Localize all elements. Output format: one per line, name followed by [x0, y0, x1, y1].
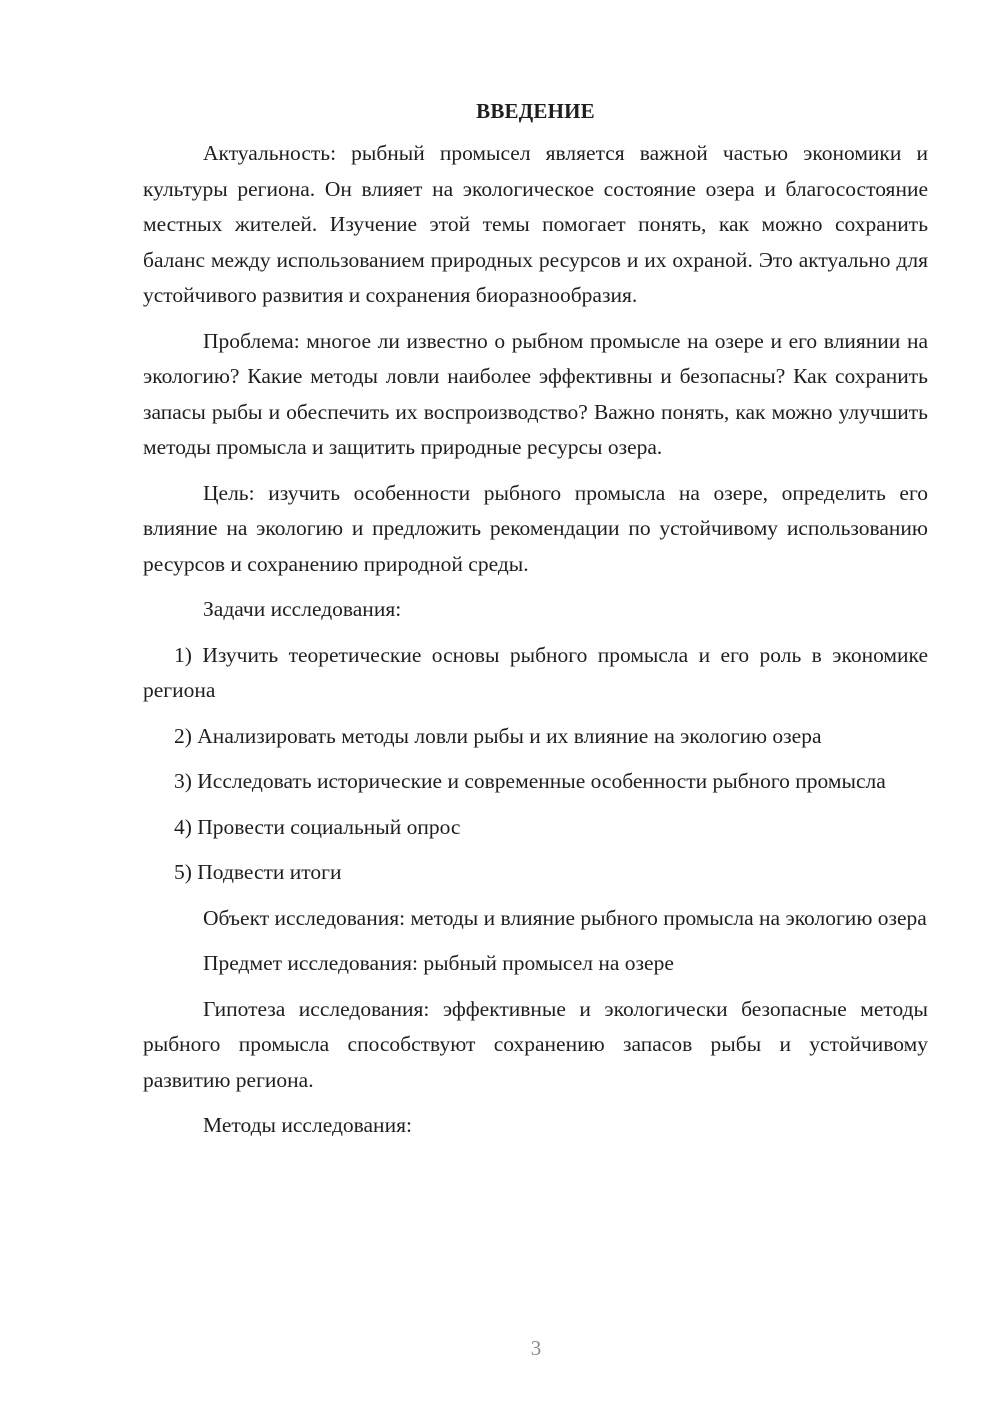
tasks-list [143, 638, 928, 891]
paragraph-tasks-heading: Задачи исследования: [203, 597, 402, 621]
paragraph-problem: Проблема: многое ли известно о рыбном промысле на озере и его влиянии на экологию? Какие методы ловли наиболее эффективны и безопасны? Как сохранить запасы рыбы и обеспечить их воспроизводство? Важно понять, как можно улучшить методы промысла и защитить природные ресурсы озера. [143, 328, 928, 459]
paragraph-goal: Цель: изучить особенности рыбного промысла на озере, определить его влияние на экологию и предложить рекомендации по устойчивому использованию ресурсов и сохранению природной среды. [143, 480, 928, 576]
list-item: 4) Провести социальный опрос [174, 814, 461, 839]
paragraph-object: Объект исследования: методы и влияние рыбного промысла на экологию озера [203, 905, 927, 930]
paragraph-subject: Предмет исследования: рыбный промысел на озере [203, 951, 674, 975]
list-item: 5) Подвести итоги [174, 860, 342, 884]
paragraph-hypothesis: Гипотеза исследования: эффективные и экологически безопасные методы рыбного промысла способствуют сохранению запасов рыбы и устойчивому развитию региона. [143, 996, 928, 1092]
paragraph-relevance: Актуальность: рыбный промысел является важной частью экономики и культуры региона. Он влияет на экологическое состояние озера и благосостояние местных жителей. Изучение этой темы помогает понять, как можно сохранить баланс между использованием природных ресурсов и их охраной. Это актуально для устойчивого развития и сохранения биоразнообразия. [143, 141, 928, 307]
paragraph-methods-heading: Методы исследования: [203, 1113, 412, 1137]
section-heading: ВВЕДЕНИЕ [476, 99, 595, 123]
page-number: 3 [530, 1336, 542, 1360]
list-item: 2) Анализировать методы ловли рыбы и их влияние на экологию озера [174, 723, 822, 748]
list-item: 1) Изучить теоретические основы рыбного промысла и его роль в экономике региона [143, 642, 928, 702]
list-item: 3) Исследовать исторические и современные особенности рыбного промысла [174, 769, 886, 793]
page-body [143, 96, 928, 1154]
